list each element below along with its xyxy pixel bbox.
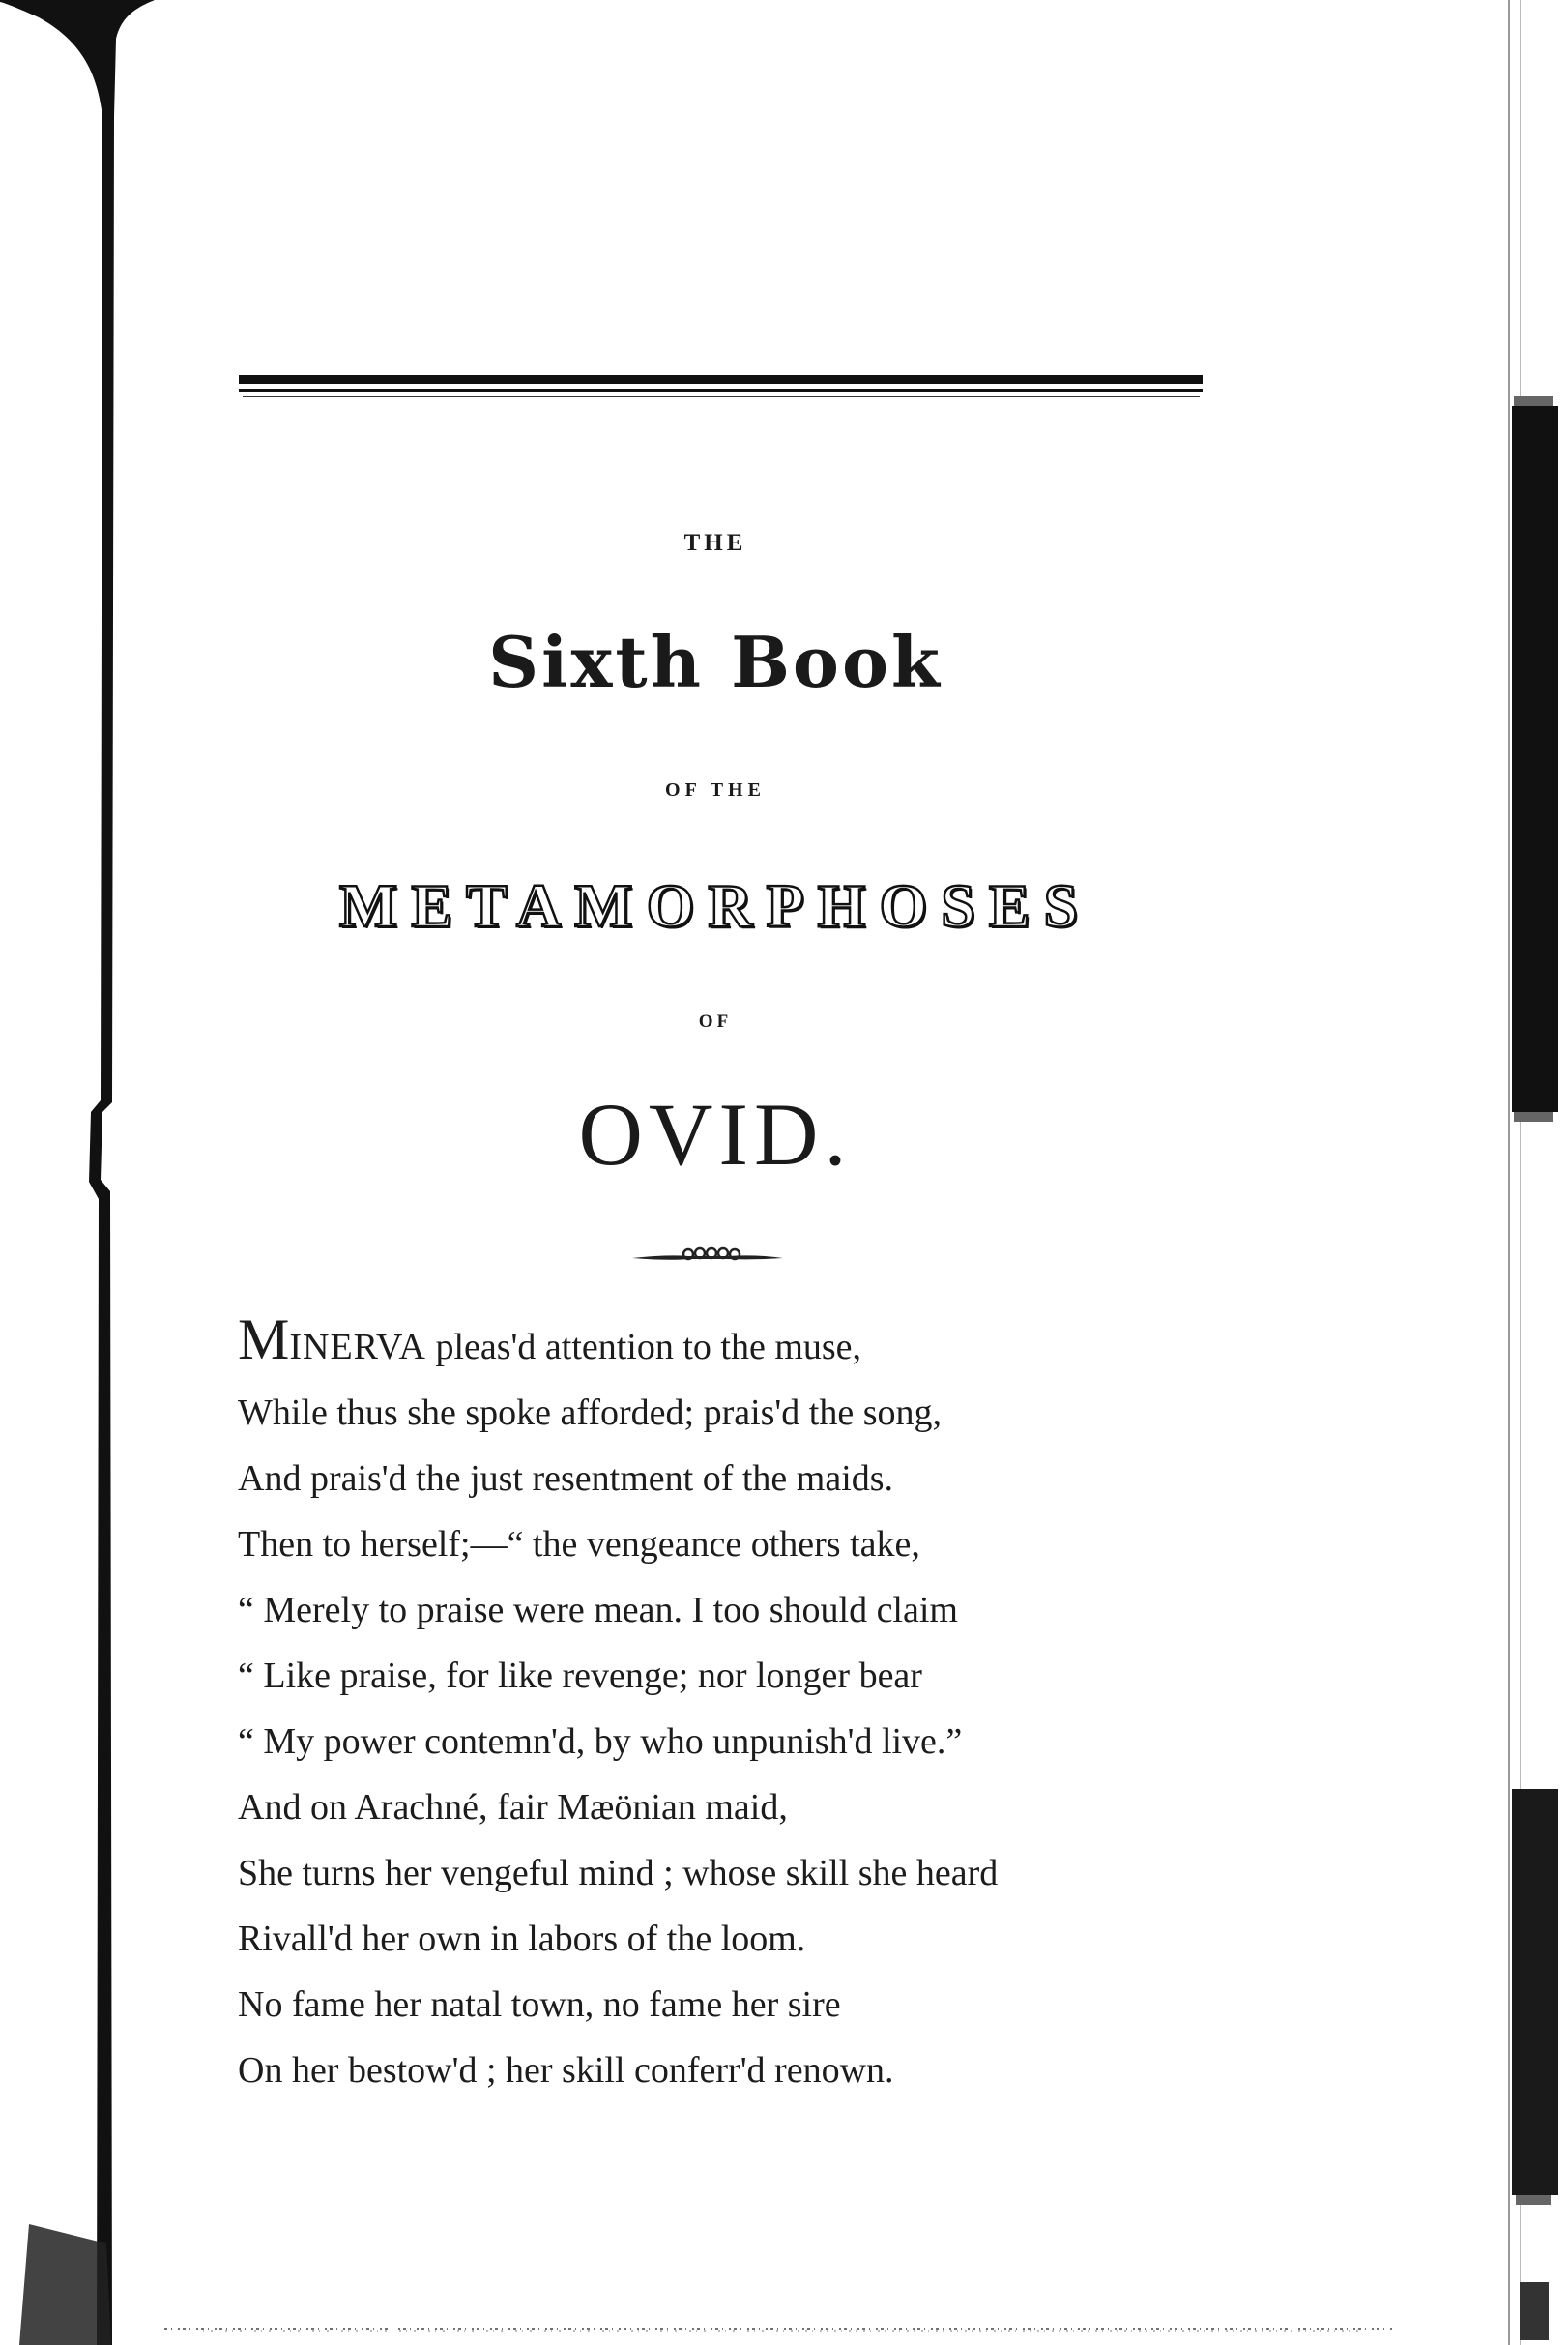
poem-line: And prais'd the just resentment of the maids. <box>238 1458 894 1499</box>
poem-line: Rivall'd her own in labors of the loom. <box>238 1919 806 1959</box>
poem-body <box>238 1307 1108 2103</box>
of-label: OF <box>698 1011 733 1032</box>
of-the-label: OF THE <box>665 779 766 801</box>
ornament-divider-icon <box>630 1242 785 1271</box>
page-edge-bleed <box>1491 0 1568 2345</box>
poem-line: “ Like praise, for like revenge; nor longer bear <box>238 1656 922 1696</box>
book-title: Sixth Book <box>488 621 943 703</box>
poem-line: “ Merely to praise were mean. I too should claim <box>238 1590 958 1630</box>
header-rule-thick <box>239 375 1203 384</box>
poem-line: No fame her natal town, no fame her sire <box>238 1984 841 2025</box>
poem-line: And on Arachné, fair Mæönian maid, <box>238 1787 788 1828</box>
poem-line: While thus she spoke afforded; prais'd the song, <box>238 1392 942 1433</box>
first-line-remainder: pleas'd attention to the muse, <box>425 1327 862 1367</box>
drop-cap: M <box>238 1307 290 1371</box>
bottom-edge-noise <box>164 2319 1402 2338</box>
first-word-rest: INERVA <box>289 1327 426 1367</box>
work-title: METAMORPHOSES <box>338 871 1092 940</box>
poem-line: She turns her vengeful mind ; whose skill she heard <box>238 1853 999 1893</box>
poem-line: “ My power contemn'd, by who unpunish'd live.” <box>238 1721 963 1762</box>
header-rule-thin <box>239 389 1203 392</box>
poem-line: On her bestow'd ; her skill conferr'd renown. <box>238 2050 894 2091</box>
header-rule-thin-lower <box>243 396 1200 397</box>
poem-line: Then to herself;—“ the vengeance others take, <box>238 1524 920 1565</box>
author-title: OVID. <box>578 1085 853 1184</box>
the-label: THE <box>683 530 747 556</box>
poem-first-line <box>238 1307 1108 1380</box>
